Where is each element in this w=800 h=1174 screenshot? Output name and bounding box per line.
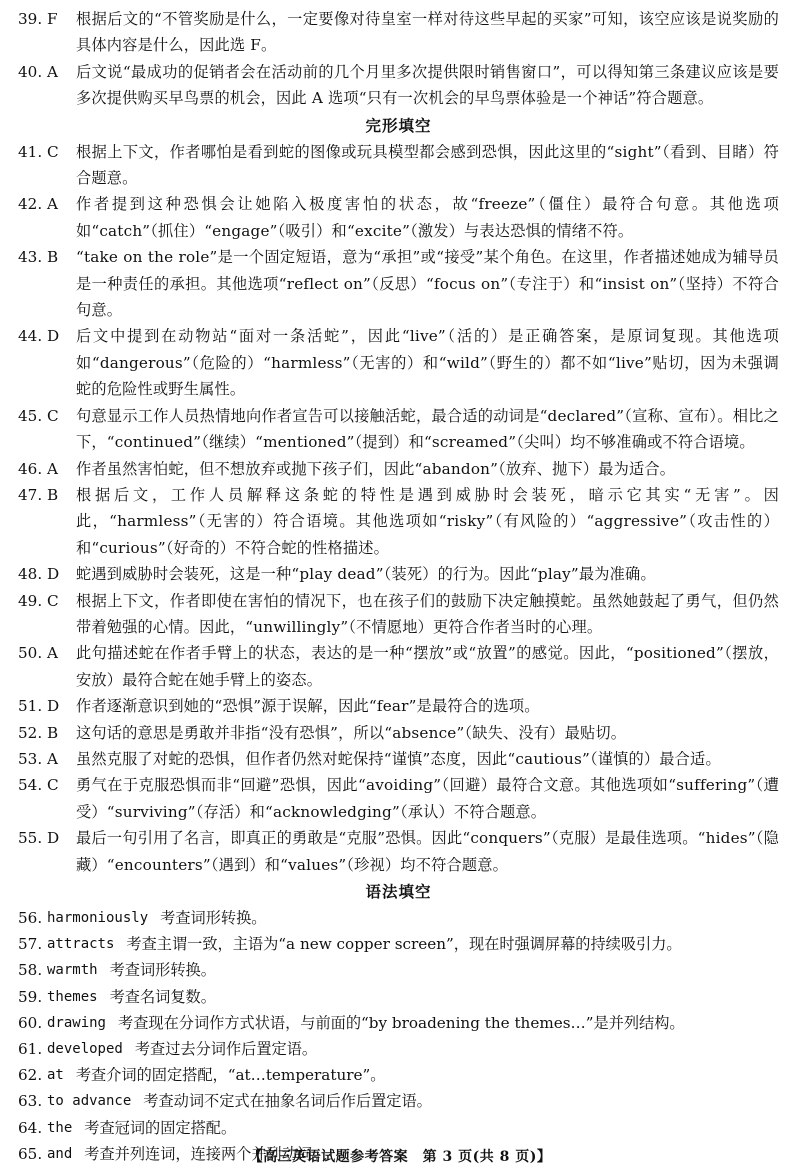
answer-item xyxy=(18,825,779,878)
answer-item xyxy=(18,772,779,825)
question-number: 60. xyxy=(18,1013,43,1032)
explanation-text: 考查介词的固定搭配，“at…temperature”。 xyxy=(75,1066,386,1085)
answer-word: warmth xyxy=(46,962,98,979)
question-number: 62. xyxy=(18,1066,43,1085)
explanation-text: 考查名词复数。 xyxy=(109,987,216,1006)
explanation-text: 作者逐渐意识到她的“恐惧”源于误解，因此“fear”是最符合的选项。 xyxy=(76,697,540,716)
question-number: 56. xyxy=(18,909,43,927)
answer-item xyxy=(18,323,779,402)
explanation-text: 最后一句引用了名言，即真正的勇敢是“克服”恐惧。因此“conquers”（克服）是最佳选项。“hides”（隐藏）“encounters”（遇到）和“values”（珍视）均不符合题意。 xyxy=(76,829,779,874)
reading-answers xyxy=(18,6,779,112)
answer-item xyxy=(18,561,779,587)
explanation-text: 考查现在分词作方式状语，与前面的“by broadening the themes…”是并列结构。 xyxy=(118,1013,685,1032)
answer-item xyxy=(18,588,779,641)
explanation-text: 考查并列连词，连接两个并列动词。 xyxy=(84,1144,328,1163)
question-number: 65. xyxy=(18,1144,43,1163)
answer-item xyxy=(18,720,779,746)
explanation-text: 作者虽然害怕蛇，但不想放弃或抛下孩子们，因此“abandon”（放弃、抛下）最为适合。 xyxy=(76,459,676,478)
explanation-text: 根据后文的“不管奖励是什么，一定要像对待皇室一样对待这些早起的买家”可知，该空应该是说奖励的具体内容是什么，因此选 F。 xyxy=(76,10,779,55)
answer-word: and xyxy=(46,1145,73,1162)
question-number: 50. A xyxy=(18,644,58,663)
answer-item xyxy=(18,244,779,323)
question-number: 52. B xyxy=(18,723,59,742)
question-number: 55. D xyxy=(18,829,60,848)
grammar-answers xyxy=(18,905,779,1167)
question-number: 46. A xyxy=(18,459,58,478)
question-number: 58. xyxy=(18,961,43,980)
answer-item xyxy=(18,905,779,931)
answer-item xyxy=(18,1010,779,1036)
question-number: 43. B xyxy=(18,248,59,267)
question-number: 41. C xyxy=(18,142,59,161)
explanation-text: 后文说“最成功的促销者会在活动前的几个月里多次提供限时销售窗口”，可以得知第三条建议应该是要多次提供购买早鸟票的机会，因此 A 选项“只有一次机会的早鸟票体验是一个神话”符合题意。 xyxy=(76,62,779,108)
question-number: 61. xyxy=(18,1040,43,1059)
answer-item xyxy=(18,191,779,244)
explanation-text: 考查词形转换。 xyxy=(160,909,267,927)
explanation-text: 考查词形转换。 xyxy=(109,961,216,980)
explanation-text: 虽然克服了对蛇的恐惧，但作者仍然对蛇保持“谨慎”态度，因此“cautious”（谨慎的）最合适。 xyxy=(76,749,721,768)
section-heading-cloze: 完形填空 xyxy=(365,115,432,135)
answer-item xyxy=(18,693,779,719)
answer-word: at xyxy=(46,1067,64,1084)
question-number: 59. xyxy=(18,987,43,1006)
question-number: 47. B xyxy=(18,485,59,504)
explanation-text: 勇气在于克服恐惧而非“回避”恐惧，因此“avoiding”（回避）最符合文意。其他选项如“suffering”（遭受）“surviving”（存活）和“acknowledging”（承认）不符合题意。 xyxy=(76,776,779,821)
question-number: 54. C xyxy=(18,776,59,795)
answer-item xyxy=(18,482,779,561)
question-number: 51. D xyxy=(18,697,60,716)
section-heading-grammar: 语法填空 xyxy=(365,882,432,901)
answer-item xyxy=(18,6,779,59)
answer-item xyxy=(18,746,779,772)
answer-word: themes xyxy=(46,988,98,1005)
answer-word: to advance xyxy=(46,1093,132,1110)
explanation-text: 根据后文，工作人员解释这条蛇的特性是遇到威胁时会装死，暗示它其实“无害”。因此，“harmless”（无害的）符合语境。其他选项如“risky”（有风险的）“aggressive”（攻击性的）和“curious”（好奇的）不符合蛇的性格描述。 xyxy=(76,485,779,557)
answer-item xyxy=(18,1062,779,1088)
answer-item xyxy=(18,1036,779,1062)
explanation-text: 根据上下文，作者哪怕是看到蛇的图像或玩具模型都会感到恐惧，因此这里的“sight”（看到、目睹）符合题意。 xyxy=(76,142,779,188)
question-number: 64. xyxy=(18,1118,43,1137)
answer-word: the xyxy=(46,1119,73,1136)
explanation-text: 考查主谓一致，主语为“a new copper screen”，现在时强调屏幕的持续吸引力。 xyxy=(126,935,682,954)
explanation-text: 考查动词不定式在抽象名词后作后置定语。 xyxy=(143,1092,432,1111)
question-number: 42. A xyxy=(18,195,58,214)
answer-item xyxy=(18,984,779,1010)
answer-word: developed xyxy=(46,1041,123,1058)
answer-item xyxy=(18,403,779,456)
question-number: 48. D xyxy=(18,565,60,584)
explanation-text: 根据上下文，作者即使在害怕的情况下，也在孩子们的鼓励下决定触摸蛇。虽然她鼓起了勇气，但仍然带着勉强的心情。因此，“unwillingly”（不情愿地）更符合作者当时的心理。 xyxy=(76,591,779,636)
explanation-text: 考查过去分词作后置定语。 xyxy=(134,1040,318,1059)
answer-item xyxy=(18,456,779,482)
explanation-text: 此句描述蛇在作者手臂上的状态，表达的是一种“摆放”或“放置”的感觉。因此，“positioned”（摆放，安放）最符合蛇在她手臂上的姿态。 xyxy=(76,644,779,689)
question-number: 39. F xyxy=(18,10,58,28)
answer-item xyxy=(18,957,779,983)
answer-word: drawing xyxy=(46,1014,106,1031)
question-number: 53. A xyxy=(18,749,58,768)
answer-item xyxy=(18,640,779,693)
explanation-text: 这句话的意思是勇敢并非指“没有恐惧”，所以“absence”（缺失、没有）最贴切。 xyxy=(76,723,627,742)
explanation-text: 作者提到这种恐惧会让她陷入极度害怕的状态，故“freeze”（僵住）最符合句意。其他选项如“catch”（抓住）“engage”（吸引）和“excite”（激发）与表达恐惧的情绪不符。 xyxy=(76,195,779,240)
explanation-text: 句意显示工作人员热情地向作者宣告可以接触活蛇，最合适的动词是“declared”（宣称、宣布）。相比之下，“continued”（继续）“mentioned”（提到）和“screamed”（尖叫）均不够准确或不符合语境。 xyxy=(76,406,779,452)
answer-item xyxy=(18,59,779,112)
question-number: 44. D xyxy=(18,327,60,346)
question-number: 57. xyxy=(18,935,43,954)
cloze-answers xyxy=(18,139,779,878)
answer-item xyxy=(18,139,779,192)
explanation-text: “take on the role”是一个固定短语，意为“承担”或“接受”某个角色。在这里，作者描述她成为辅导员是一种责任的承担。其他选项“reflect on”（反思）“focus on”（专注于）和“insist on”（坚持）不符合句意。 xyxy=(76,248,779,320)
page-footer: 【高三英语试题参考答案 第 3 页(共 8 页)】 xyxy=(248,1149,552,1165)
explanation-text: 蛇遇到威胁时会装死，这是一种“play dead”（装死）的行为。因此“play”最为准确。 xyxy=(76,565,656,584)
explanation-text: 后文中提到在动物站“面对一条活蛇”，因此“live”（活的）是正确答案，是原词复现。其他选项如“dangerous”（危险的）“harmless”（无害的）和“wild”（野生的）都不如“live”贴切，因为未强调蛇的危险性或野生属性。 xyxy=(76,327,779,399)
answer-item xyxy=(18,931,779,957)
question-number: 40. A xyxy=(18,62,58,81)
answer-item xyxy=(18,1088,779,1114)
question-number: 45. C xyxy=(18,406,59,425)
question-number: 63. xyxy=(18,1092,43,1111)
explanation-text: 考查冠词的固定搭配。 xyxy=(84,1118,237,1137)
answer-word: attracts xyxy=(46,936,115,953)
answer-word: harmoniously xyxy=(46,910,149,926)
answer-item xyxy=(18,1115,779,1141)
question-number: 49. C xyxy=(18,591,59,610)
